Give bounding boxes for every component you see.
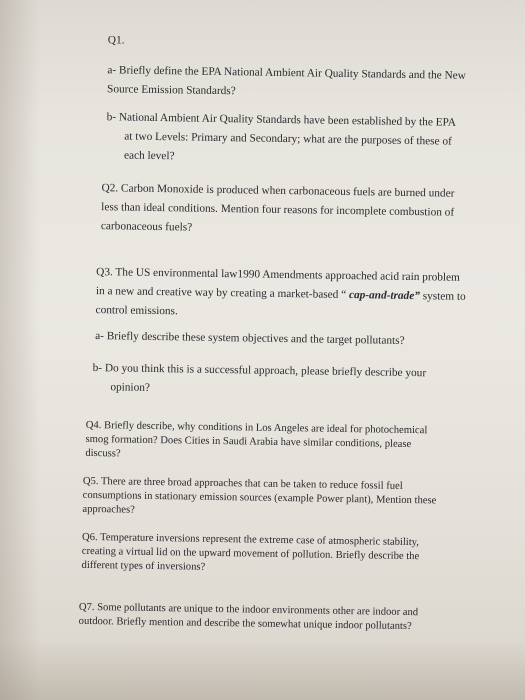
question-3b xyxy=(92,359,453,403)
question-3b-line-2: opinion? xyxy=(110,381,151,394)
question-4: Q4. Briefly describe, why conditions in Los Angeles are ideal for photochemical smog formation? Does Cities in Saudi Arabia have similar conditions, please discuss? xyxy=(85,419,428,460)
question-1a: a- Briefly define the EPA National Ambient Air Quality Standards and the New Source Emission Standards? xyxy=(106,64,466,98)
question-5: Q5. There are three broad approaches that can be taken to reduce fossil fuel consumptions in stationary emission sources (example Power plant), Mention these approaches? xyxy=(82,475,437,516)
question-1b xyxy=(106,108,459,171)
question-6: Q6. Temperature inversions represent the extreme case of atmospheric stability, creating a virtual lid on the upward movement of pollution. Briefly describe the different types of inversions? xyxy=(81,531,420,573)
question-1-heading: Q1. xyxy=(107,34,125,47)
cap-and-trade-emphasis: cap-and-trade” xyxy=(348,289,421,303)
question-1b-line-2: at two Levels: Primary and Secondary; what are the purposes of these of each level? xyxy=(123,130,452,163)
question-3-text-end: system to control emissions. xyxy=(95,290,466,318)
question-1b-line-1: b- National Ambient Air Quality Standards have been established by the EPA xyxy=(106,111,457,129)
question-3 xyxy=(95,263,466,326)
question-3b-line-1: b- Do you think this is a successful approach, please briefly describe your xyxy=(92,362,427,380)
question-7: Q7. Some pollutants are unique to the indoor environments other are indoor and outdoor. Briefly mention and describe the somewhat unique indoor pollutants? xyxy=(78,601,419,633)
question-3a: a- Briefly describe these system objectives and the target pollutants? xyxy=(95,330,405,347)
question-3-text-start: Q3. The US environmental law1990 Amendments approached acid rain problem in a new and creative way by creating a market-based “ xyxy=(95,266,460,302)
question-2: Q2. Carbon Monoxide is produced when carbonaceous fuels are burned under less than ideal conditions. Mention four reasons for incomplete combustion of carbonaceous fuels? xyxy=(100,182,455,234)
